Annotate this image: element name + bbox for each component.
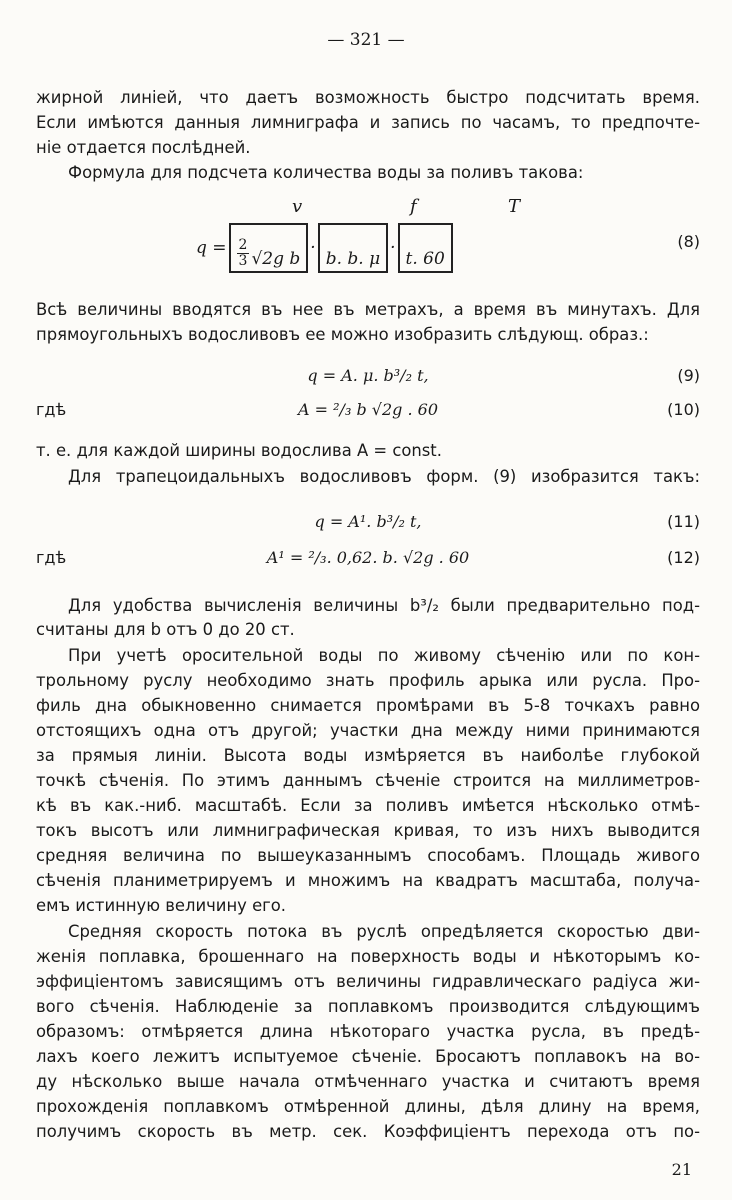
text-line: т. е. для каждой ширины водослива A = const. [36,441,442,460]
text-line: ду нѣсколько выше начала отмѣченнаго участка и считаютъ время [36,1072,700,1091]
text-line: вого сѣченiя. Наблюденiе за поплавкомъ производится слѣдующимъ [36,997,700,1016]
text-line: считаны для b отъ 0 до 20 ст. [36,620,295,639]
formula-bracket-2 [318,223,388,273]
text-line: эффицiентомъ зависящимъ отъ величины гидравлическаго радiуса жи- [36,972,700,991]
formula-bracket-3 [398,223,453,273]
text-line: Средняя скорость потока въ руслѣ опредѣляется скоростью дви- [68,922,700,941]
signature-mark: 21 [671,1160,692,1179]
text-line: Для удобства вычисленiя величины b³/₂ были предварительно под- [68,596,700,615]
formula-10 [36,396,700,424]
formula-expression: A¹ = ²/₃. 0,62. b. √2g . 60 [266,548,470,567]
text-line: Формула для подсчета количества воды за поливъ такова: [68,163,584,182]
multiply-dot: · [390,238,396,258]
text-line: средняя величина по вышеуказаннымъ способамъ. Площадь живого [36,846,700,865]
text-line: лахъ коего лежитъ испытуемое сѣченiе. Бросаютъ поплавокъ на во- [36,1047,700,1066]
formula-expression: q = A¹. b³/₂ t, [314,512,422,531]
text-line: прохожденiя поплавкомъ отмѣренной длины, дѣля длину на время, [36,1097,700,1116]
fraction-numerator: 2 [238,237,248,253]
formula-12 [36,544,700,572]
text-line: образомъ: отмѣряется длина нѣкотораго участка русла, въ предѣ- [36,1022,700,1041]
fraction [237,238,250,269]
formula-bracket-1 [229,223,309,273]
formula-number: (9) [677,366,700,385]
text-line: прямоугольныхъ водосливовъ ее можно изобразить слѣдующ. образ.: [36,325,649,344]
bracket-3-content: t. 60 [405,249,445,269]
text-line: сѣченiя планиметрируемъ и множимъ на квадратъ масштаба, получа- [36,871,700,890]
text-line: При учетѣ оросительной воды по живому сѣченiю или по кон- [68,646,700,665]
formula-number: (10) [667,400,700,419]
formula-8-expression [196,222,455,274]
formula-label: гдѣ [36,400,67,419]
formula-11 [36,508,700,536]
formula-expression: A = ²/₃ b √2g . 60 [298,400,438,419]
formula-var-f: f [410,196,417,217]
formula-lhs: q = [196,238,227,258]
text-line: отстоящихъ одна отъ другой; участки дна между ними принимаются [36,721,700,740]
formula-expression: q = A. μ. b³/₂ t, [307,366,429,385]
page-number-header: — 321 — [327,30,405,50]
bracket-2-content: b. b. μ [325,249,381,269]
formula-number: (11) [667,512,700,531]
text-line: нiе отдается послѣдней. [36,138,251,157]
formula-var-v: v [292,196,303,217]
multiply-dot: · [310,238,316,258]
text-line: Если имѣются данныя лимниграфа и запись по часамъ, то предпочте- [36,113,700,132]
text-line: токъ высотъ или лимниграфическая кривая, то изъ нихъ выводится [36,821,700,840]
formula-label: гдѣ [36,548,67,567]
bracket-1-content: √2g b [251,249,301,269]
fraction-denominator: 3 [238,253,248,269]
text-line: Всѣ величины вводятся въ нее въ метрахъ, а время въ минутахъ. Для [36,300,700,319]
formula-var-T: T [508,196,521,217]
text-line: жирной линiей, что даетъ возможность быстро подсчитать время. [36,88,700,107]
text-line: получимъ скорость въ метр. сек. Коэффицiентъ перехода отъ по- [36,1122,700,1141]
formula-number: (12) [667,548,700,567]
text-line: точкѣ сѣченiя. По этимъ даннымъ сѣченiе строится на миллиметров- [36,771,700,790]
formula-number: (8) [677,232,700,251]
formula-8 [36,196,700,286]
text-line: кѣ въ как.-ниб. масштабѣ. Если за поливъ имѣется нѣсколько отмѣ- [36,796,700,815]
text-line: Для трапецоидальныхъ водосливовъ форм. (9) изобразится такъ: [68,467,700,486]
text-line: за прямыя линiи. Высота воды измѣряется въ наиболѣе глубокой [36,746,700,765]
formula-9 [36,362,700,390]
text-line: емъ истинную величину его. [36,896,287,915]
text-line: филь дна обыкновенно снимается промѣрами въ 5-8 точкахъ равно [36,696,700,715]
text-line: трольному руслу необходимо знать профиль арыка или русла. Про- [36,671,700,690]
text-line: женiя поплавка, брошеннаго на поверхность воды и нѣкоторымъ ко- [36,947,700,966]
